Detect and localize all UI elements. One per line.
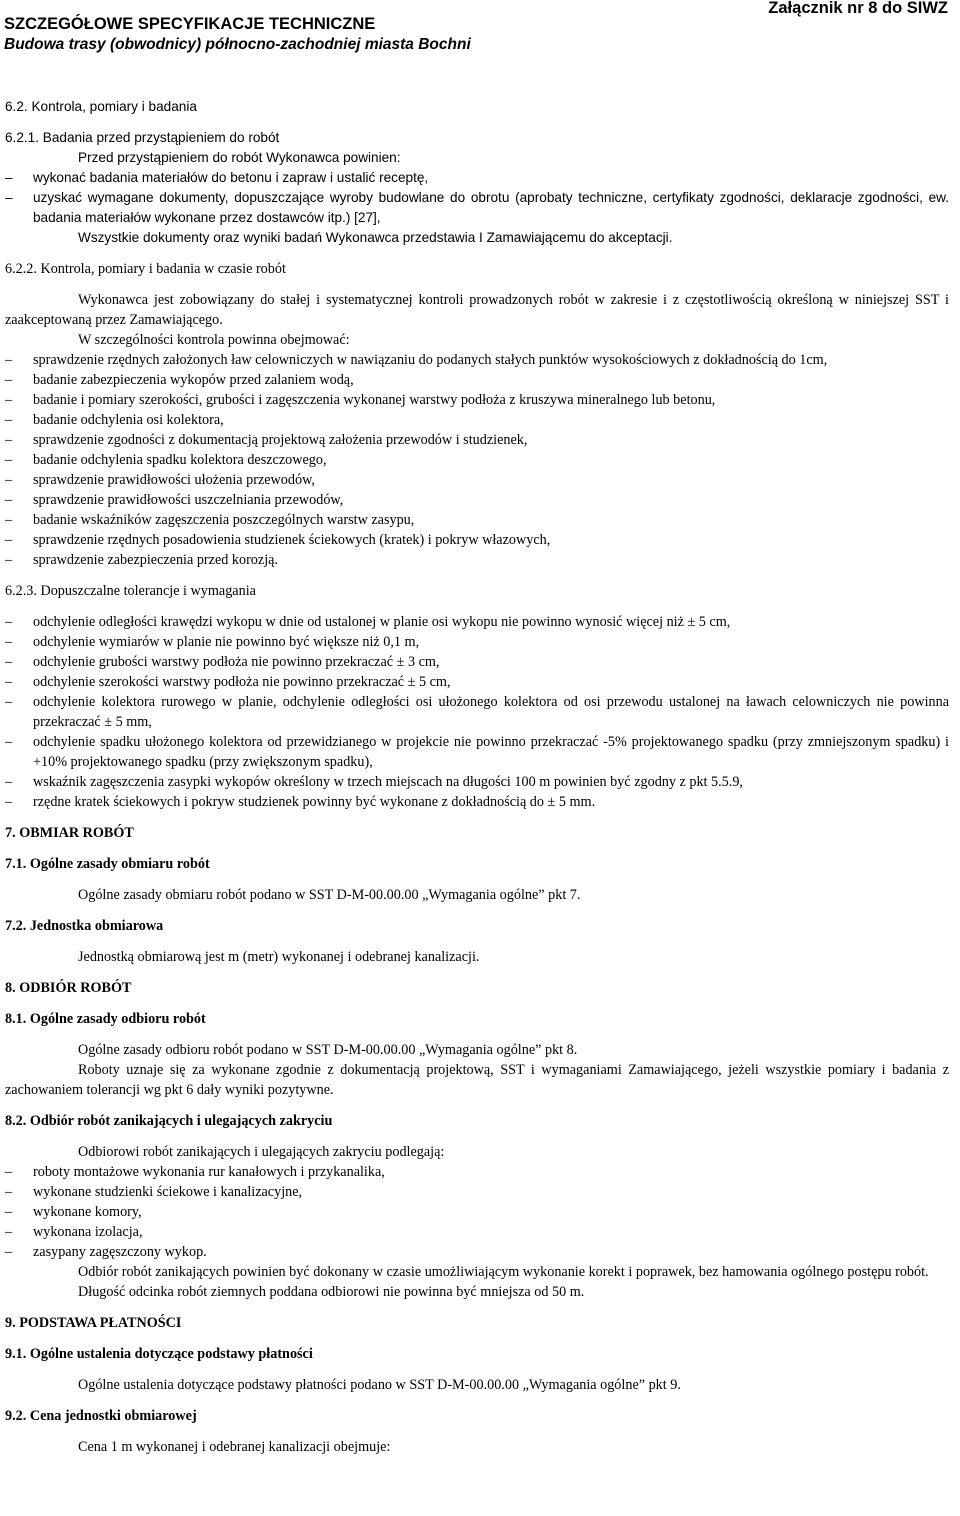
- list-item: – odchylenie wymiarów w planie nie powinno być większe niż 0,1 m,: [5, 632, 949, 652]
- header-attachment: Załącznik nr 8 do SIWZ: [768, 0, 948, 17]
- section-heading-7-2: 7.2. Jednostka obmiarowa: [5, 918, 164, 934]
- list-item: – odchylenie spadku ułożonego kolektora od przewidzianego w projekcie nie powinno przekraczać -5% projektowanego spadku (przy zmniejszonym spadku) i +10% projektowanego spadku (przy zwiększonym spadku),: [5, 732, 949, 772]
- section-heading-6-2-1: 6.2.1. Badania przed przystąpieniem do robót: [5, 130, 280, 145]
- list-item: – rzędne kratek ściekowych i pokryw studzienek powinny być wykonane z dokładnością do ± 5 mm.: [5, 792, 949, 812]
- list-item: – wykonane komory,: [5, 1202, 949, 1222]
- section-heading-7: 7. OBMIAR ROBÓT: [5, 825, 134, 841]
- header-title: SZCZEGÓŁOWE SPECYFIKACJE TECHNICZNE: [4, 15, 376, 33]
- list-item: – badanie odchylenia spadku kolektora deszczowego,: [5, 450, 949, 470]
- section-heading-9-2: 9.2. Cena jednostki obmiarowej: [5, 1408, 197, 1424]
- header-subtitle: Budowa trasy (obwodnicy) północno-zachodniej miasta Bochni: [4, 36, 471, 53]
- list-item: – wykonać badania materiałów do betonu i zapraw i ustalić receptę,: [5, 168, 949, 188]
- section-heading-8-1: 8.1. Ogólne zasady odbioru robót: [5, 1011, 206, 1027]
- paragraph: Ogólne zasady odbioru robót podano w SST D-M-00.00.00 „Wymagania ogólne” pkt 8.: [78, 1042, 578, 1058]
- list-item: – badanie i pomiary szerokości, grubości i zagęszczenia wykonanej warstwy podłoża z kruszywa mineralnego lub betonu,: [5, 390, 949, 410]
- list-item: – sprawdzenie prawidłowości ułożenia przewodów,: [5, 470, 949, 490]
- paragraph: Wykonawca jest zobowiązany do stałej i systematycznej kontroli prowadzonych robót w zakresie i z częstotliwością określoną w niniejszej SST i zaakceptowaną przez Zamawiającego.: [5, 292, 949, 328]
- section-heading-8-2: 8.2. Odbiór robót zanikających i ulegających zakryciu: [5, 1113, 333, 1129]
- section-heading-9: 9. PODSTAWA PŁATNOŚCI: [5, 1315, 182, 1331]
- list-item: – zasypany zagęszczony wykop.: [5, 1242, 949, 1262]
- paragraph: Jednostką obmiarową jest m (metr) wykonanej i odebranej kanalizacji.: [78, 949, 480, 965]
- section-heading-9-1: 9.1. Ogólne ustalenia dotyczące podstawy płatności: [5, 1346, 313, 1362]
- paragraph: W szczególności kontrola powinna obejmować:: [78, 332, 350, 348]
- list-item: – badanie zabezpieczenia wykopów przed zalaniem wodą,: [5, 370, 949, 390]
- paragraph: Przed przystąpieniem do robót Wykonawca powinien:: [78, 150, 401, 165]
- list-item: – odchylenie grubości warstwy podłoża nie powinno przekraczać ± 3 cm,: [5, 652, 949, 672]
- paragraph: Wszystkie dokumenty oraz wyniki badań Wykonawca przedstawia I Zamawiającemu do akceptacji.: [78, 230, 673, 245]
- section-heading-6-2-2: 6.2.2. Kontrola, pomiary i badania w czasie robót: [5, 261, 286, 277]
- list-item: – sprawdzenie zgodności z dokumentacją projektową założenia przewodów i studzienek,: [5, 430, 949, 450]
- paragraph: Długość odcinka robót ziemnych poddana odbiorowi nie powinna być mniejsza od 50 m.: [78, 1284, 585, 1300]
- paragraph: Ogólne ustalenia dotyczące podstawy płatności podano w SST D-M-00.00.00 „Wymagania ogólne” pkt 9.: [78, 1377, 681, 1393]
- list-item: – sprawdzenie rzędnych założonych ław celowniczych w nawiązaniu do podanych stałych punktów wysokościowych z dokładnością do 1cm,: [5, 350, 949, 370]
- list-item: – odchylenie kolektora rurowego w planie, odchylenie odległości osi ułożonego kolektora od osi przewodu ustalonej na ławach celowniczych nie powinna przekraczać ± 5 mm,: [5, 692, 949, 732]
- list-item: – odchylenie szerokości warstwy podłoża nie powinno przekraczać ± 5 cm,: [5, 672, 949, 692]
- list-8-2: [5, 1162, 949, 1262]
- list-item: – sprawdzenie zabezpieczenia przed korozją.: [5, 550, 949, 570]
- document-body: [5, 97, 949, 1457]
- list-item: – wskaźnik zagęszczenia zasypki wykopów określony w trzech miejscach na długości 100 m powinien być zgodny z pkt 5.5.9,: [5, 772, 949, 792]
- list-item: – roboty montażowe wykonania rur kanałowych i przykanalika,: [5, 1162, 949, 1182]
- paragraph: Ogólne zasady obmiaru robót podano w SST D-M-00.00.00 „Wymagania ogólne” pkt 7.: [78, 887, 581, 903]
- list-6-2-1: [5, 168, 949, 228]
- list-item: – uzyskać wymagane dokumenty, dopuszczające wyroby budowlane do obrotu (aprobaty techniczne, certyfikaty zgodności, deklaracje zgodności, ew. badania materiałów wykonane przez dostawców itp.) [27],: [5, 188, 949, 228]
- list-item: – badanie odchylenia osi kolektora,: [5, 410, 949, 430]
- section-heading-7-1: 7.1. Ogólne zasady obmiaru robót: [5, 856, 210, 872]
- list-6-2-3: [5, 612, 949, 812]
- list-item: – wykonane studzienki ściekowe i kanalizacyjne,: [5, 1182, 949, 1202]
- section-heading-6-2-3: 6.2.3. Dopuszczalne tolerancje i wymagania: [5, 583, 256, 599]
- list-item: – badanie wskaźników zagęszczenia poszczególnych warstw zasypu,: [5, 510, 949, 530]
- list-item: – wykonana izolacja,: [5, 1222, 949, 1242]
- list-item: – sprawdzenie prawidłowości uszczelniania przewodów,: [5, 490, 949, 510]
- list-item: – odchylenie odległości krawędzi wykopu w dnie od ustalonej w planie osi wykopu nie powinno wynosić więcej niż ± 5 cm,: [5, 612, 949, 632]
- list-item: – sprawdzenie rzędnych posadowienia studzienek ściekowych (kratek) i pokryw włazowych,: [5, 530, 949, 550]
- list-6-2-2: [5, 350, 949, 570]
- paragraph: Odbiór robót zanikających powinien być dokonany w czasie umożliwiającym wykonanie korekt i poprawek, bez hamowania ogólnego postępu robót.: [78, 1264, 929, 1280]
- paragraph: Odbiorowi robót zanikających i ulegających zakryciu podlegają:: [78, 1144, 445, 1160]
- paragraph: Cena 1 m wykonanej i odebranej kanalizacji obejmuje:: [78, 1439, 391, 1455]
- paragraph: Roboty uznaje się za wykonane zgodnie z dokumentacją projektową, SST i wymaganiami Zamawiającego, jeżeli wszystkie pomiary i badania z zachowaniem tolerancji wg pkt 6 dały wyniki pozytywne.: [5, 1062, 949, 1098]
- section-heading-8: 8. ODBIÓR ROBÓT: [5, 980, 132, 996]
- section-heading-6-2: 6.2. Kontrola, pomiary i badania: [5, 99, 197, 114]
